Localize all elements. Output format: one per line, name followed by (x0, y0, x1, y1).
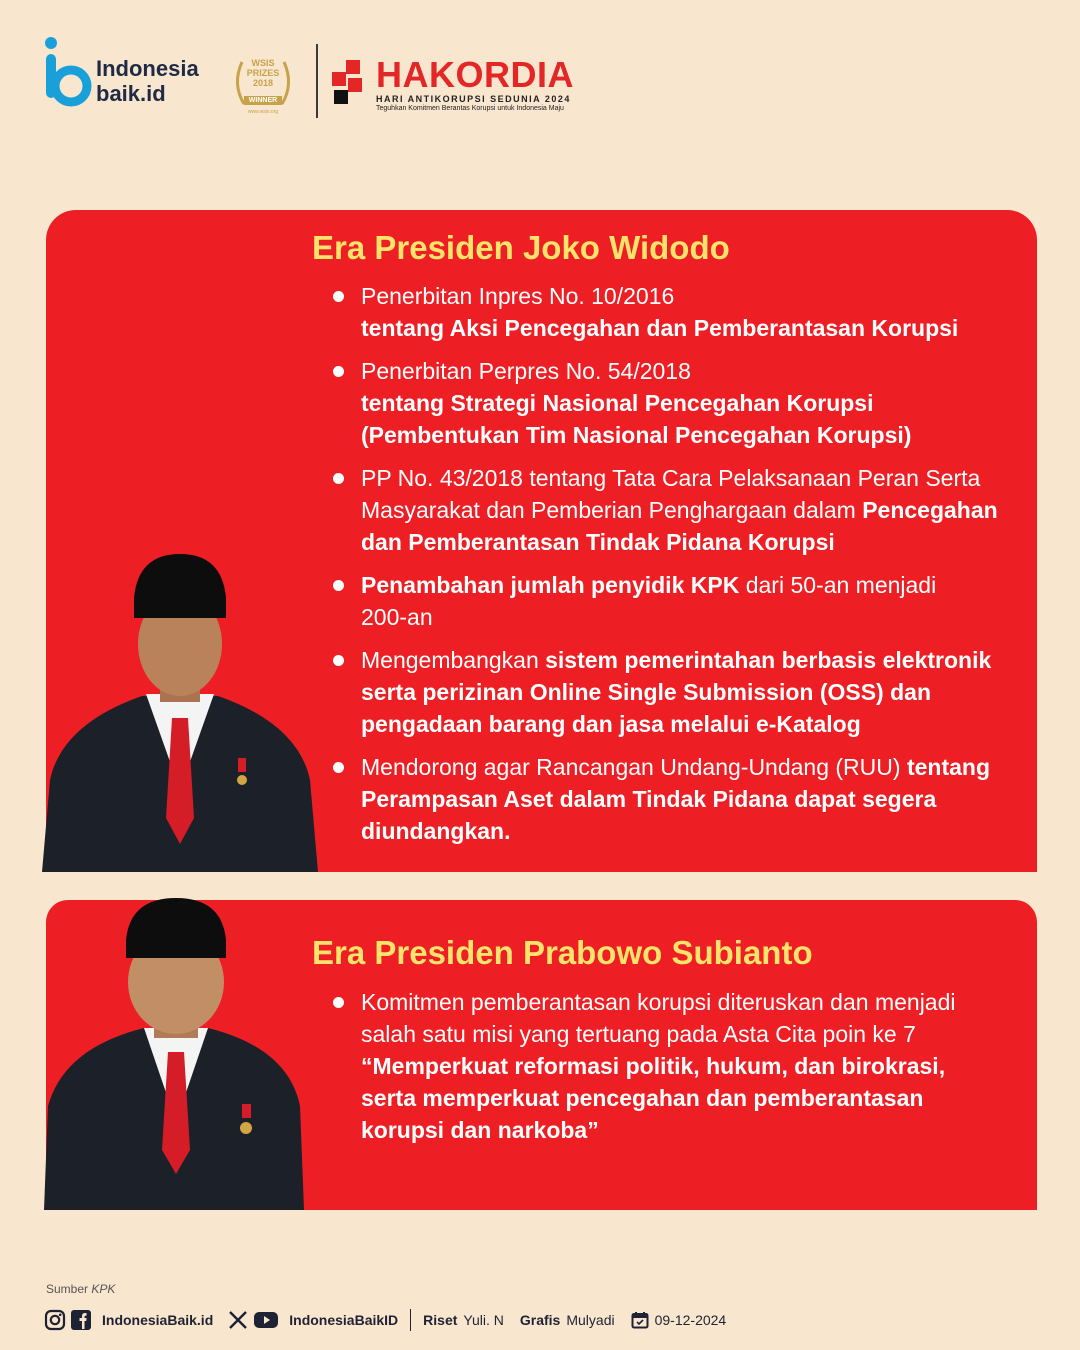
brand-name (96, 56, 199, 106)
jokowi-point-3-bold: Pencegahan dan Pemberantasan Tindak Pidana Korupsi (361, 497, 998, 555)
riset-label: Riset (423, 1312, 458, 1328)
facebook-icon[interactable] (70, 1309, 92, 1331)
jokowi-point-1-text: Penerbitan Inpres No. 10/2016 (361, 283, 675, 309)
brand-line-2: baik.id (96, 81, 166, 106)
header-divider (316, 44, 318, 118)
jokowi-era-title: Era Presiden Joko Widodo (312, 229, 730, 266)
jokowi-point-6-text: Mendorong agar Rancangan Undang-Undang (RUU) (361, 754, 901, 780)
footer-bar (44, 1306, 726, 1334)
jokowi-point-4-text: dari 50-an menjadi 200-an (361, 572, 937, 630)
jokowi-points-list (333, 280, 1023, 858)
award-line-3: 2018 (252, 78, 274, 88)
grafis-value: Mulyadi (566, 1312, 615, 1328)
hakordia-title: HAKORDIA (376, 54, 574, 95)
hakordia-mark-icon (332, 60, 372, 106)
indonesiabaik-logo (44, 36, 224, 110)
jokowi-point-2-bold: tentang Strategi Nasional Pencegahan Korupsi (Pembentukan Tim Nasional Pencegahan Korupsi) (361, 390, 912, 448)
jokowi-point-3 (333, 462, 1001, 558)
jokowi-point-3-text: PP No. 43/2018 tentang Tata Cara Pelaksanaan Peran Serta Masyarakat dan Pemberian Penghargaan dalam (361, 465, 981, 523)
jokowi-point-5 (333, 644, 1023, 740)
indonesiabaik-mark-icon (44, 36, 92, 110)
jokowi-point-5-text: Mengembangkan (361, 647, 539, 673)
prabowo-point-1-quote: “Memperkuat reformasi politik, hukum, dan birokrasi, serta memperkuat pencegahan dan pemberantasan korupsi dan narkoba” (361, 1053, 946, 1143)
award-line-2: PRIZES (246, 68, 280, 78)
jokowi-point-5-bold: sistem pemerintahan berbasis elektronik serta perizinan Online Single Submission (OSS) dan pengadaan barang dan jasa melalui e-Katalog (361, 647, 992, 737)
jokowi-point-2-text: Penerbitan Perpres No. 54/2018 (361, 358, 691, 384)
wsis-award-badge (228, 54, 298, 116)
prabowo-points-list (333, 986, 1013, 1157)
instagram-icon[interactable] (44, 1309, 66, 1331)
youtube-icon[interactable] (253, 1309, 279, 1331)
jokowi-point-1 (333, 280, 1023, 344)
prabowo-portrait (44, 896, 304, 1210)
grafis-label: Grafis (519, 1312, 561, 1328)
source-line (46, 1282, 115, 1296)
footer-divider (410, 1309, 411, 1331)
publish-date: 09-12-2024 (654, 1312, 727, 1328)
prabowo-era-title: Era Presiden Prabowo Subianto (312, 934, 813, 971)
prabowo-point-1-text: Komitmen pemberantasan korupsi diteruskan dan menjadi salah satu misi yang tertuang pada Asta Cita poin ke 7 (361, 989, 956, 1047)
prabowo-point-1 (333, 986, 1013, 1146)
hakordia-logo (332, 56, 592, 116)
brand-line-1: Indonesia (96, 56, 199, 81)
jokowi-portrait (42, 548, 318, 872)
handle-indonesiabaik-id[interactable]: IndonesiaBaik.id (102, 1312, 214, 1328)
jokowi-point-6-bold: tentang Perampasan Aset dalam Tindak Pidana dapat segera diundangkan. (361, 754, 990, 844)
source-value: KPK (91, 1282, 116, 1296)
riset-value: Yuli. N (463, 1312, 504, 1328)
award-line-4: WINNER (248, 97, 278, 104)
jokowi-point-2 (333, 355, 1023, 451)
award-line-1: WSIS (251, 58, 275, 68)
hakordia-subtitle: HARI ANTIKORUPSI SEDUNIA 2024 (376, 94, 571, 104)
jokowi-point-4-bold: Penambahan jumlah penyidik KPK (361, 572, 740, 598)
calendar-icon (631, 1311, 649, 1329)
source-label: Sumber (46, 1282, 89, 1296)
jokowi-point-6 (333, 751, 1001, 847)
hakordia-tagline: Teguhkan Komitmen Berantas Korupsi untuk Indonesia Maju (376, 105, 564, 112)
jokowi-point-1-bold: tentang Aksi Pencegahan dan Pemberantasan Korupsi (361, 315, 959, 341)
jokowi-point-4 (333, 569, 981, 633)
award-line-5: www.wsis.org (247, 109, 279, 115)
handle-indonesiabaikid[interactable]: IndonesiaBaikID (289, 1312, 399, 1328)
x-twitter-icon[interactable] (227, 1309, 249, 1331)
